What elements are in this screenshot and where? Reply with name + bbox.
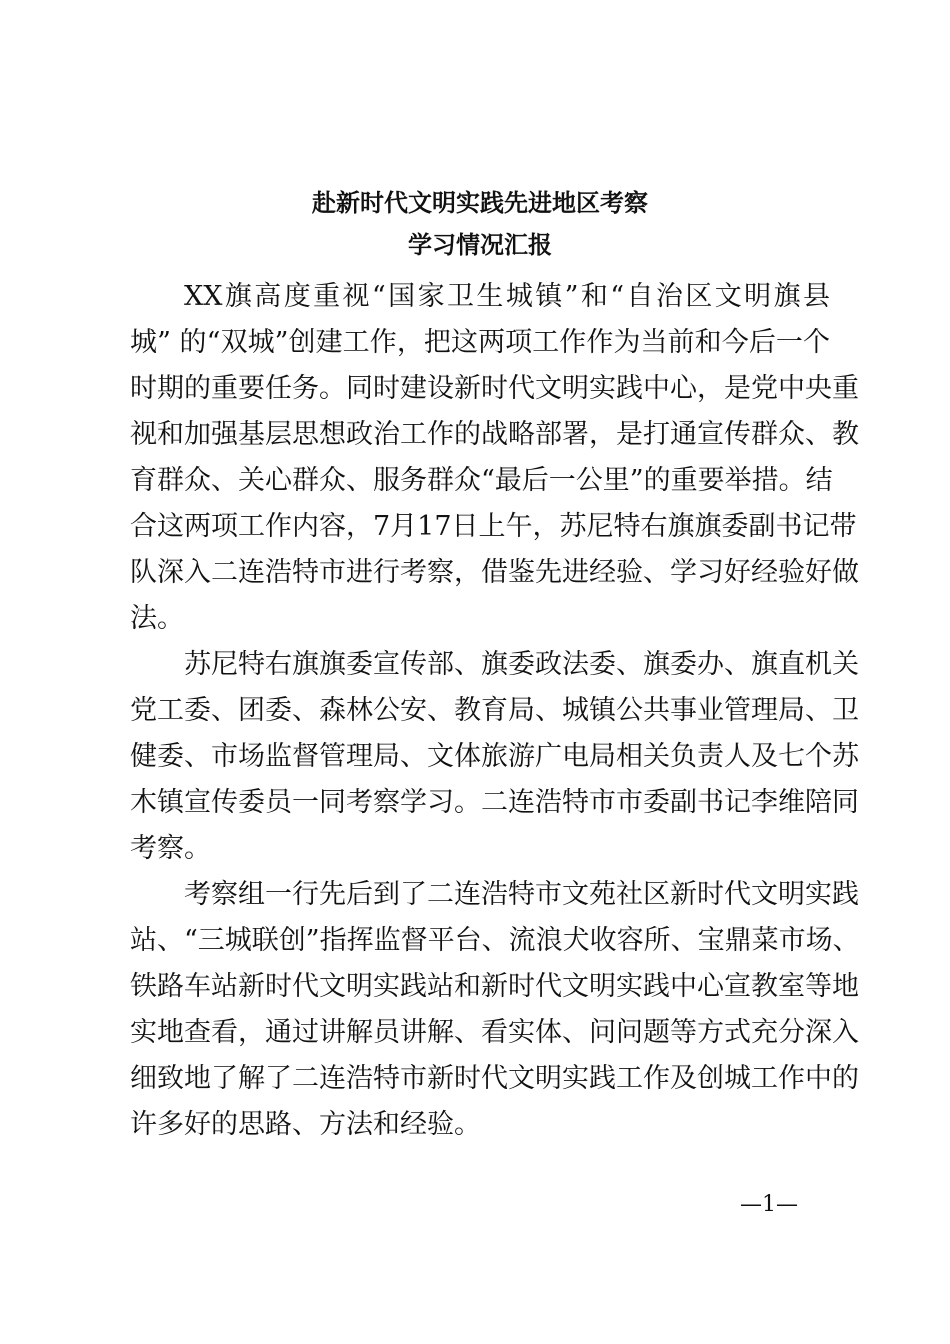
paragraph-line: 站、“三城联创”指挥监督平台、流浪犬收容所、宝鼎菜市场、: [130, 925, 860, 956]
paragraph: [130, 872, 860, 1148]
document-body: [130, 274, 860, 1148]
paragraph-line: 视和加强基层思想政治工作的战略部署，是打通宣传群众、教: [130, 419, 859, 450]
paragraph-line: 细致地了解了二连浩特市新时代文明实践工作及创城工作中的: [130, 1063, 859, 1094]
paragraph-line: 合这两项工作内容，7月17日上午，苏尼特右旗旗委副书记带: [130, 511, 857, 542]
paragraph-line: 城” 的“双城”创建工作，把这两项工作作为当前和今后一个: [130, 327, 830, 358]
paragraph-line: 苏尼特右旗旗委宣传部、旗委政法委、旗委办、旗直机关: [184, 649, 859, 680]
paragraph-line: 队深入二连浩特市进行考察，借鉴先进经验、学习好经验好做: [130, 557, 859, 588]
paragraph-line: 党工委、团委、森林公安、教育局、城镇公共事业管理局、卫: [130, 695, 859, 726]
paragraph: [130, 274, 859, 642]
paragraph-line: 实地查看，通过讲解员讲解、看实体、问问题等方式充分深入: [130, 1017, 859, 1048]
document-title-line-2: 学习情况汇报: [408, 230, 552, 259]
page-number: —1—: [740, 1192, 798, 1217]
paragraph-line: 时期的重要任务。同时建设新时代文明实践中心，是党中央重: [130, 373, 859, 404]
paragraph-line: 铁路车站新时代文明实践站和新时代文明实践中心宣教室等地: [130, 971, 859, 1002]
paragraph-line: 考察。: [130, 833, 211, 864]
paragraph: [130, 642, 859, 872]
paragraph-line: 法。: [130, 603, 184, 634]
paragraph-line: 木镇宣传委员一同考察学习。二连浩特市市委副书记李维陪同: [130, 787, 859, 818]
paragraph-line: 考察组一行先后到了二连浩特市文苑社区新时代文明实践: [184, 879, 859, 910]
paragraph-line: 育群众、关心群众、服务群众“最后一公里”的重要举措。结: [130, 465, 833, 496]
paragraph-line: 健委、市场监督管理局、文体旅游广电局相关负责人及七个苏: [130, 741, 859, 772]
paragraph-line: XX旗高度重视“国家卫生城镇”和“自治区文明旗县: [184, 281, 830, 312]
paragraph-line: 许多好的思路、方法和经验。: [130, 1109, 481, 1140]
document-title-line-1: 赴新时代文明实践先进地区考察: [312, 188, 648, 217]
